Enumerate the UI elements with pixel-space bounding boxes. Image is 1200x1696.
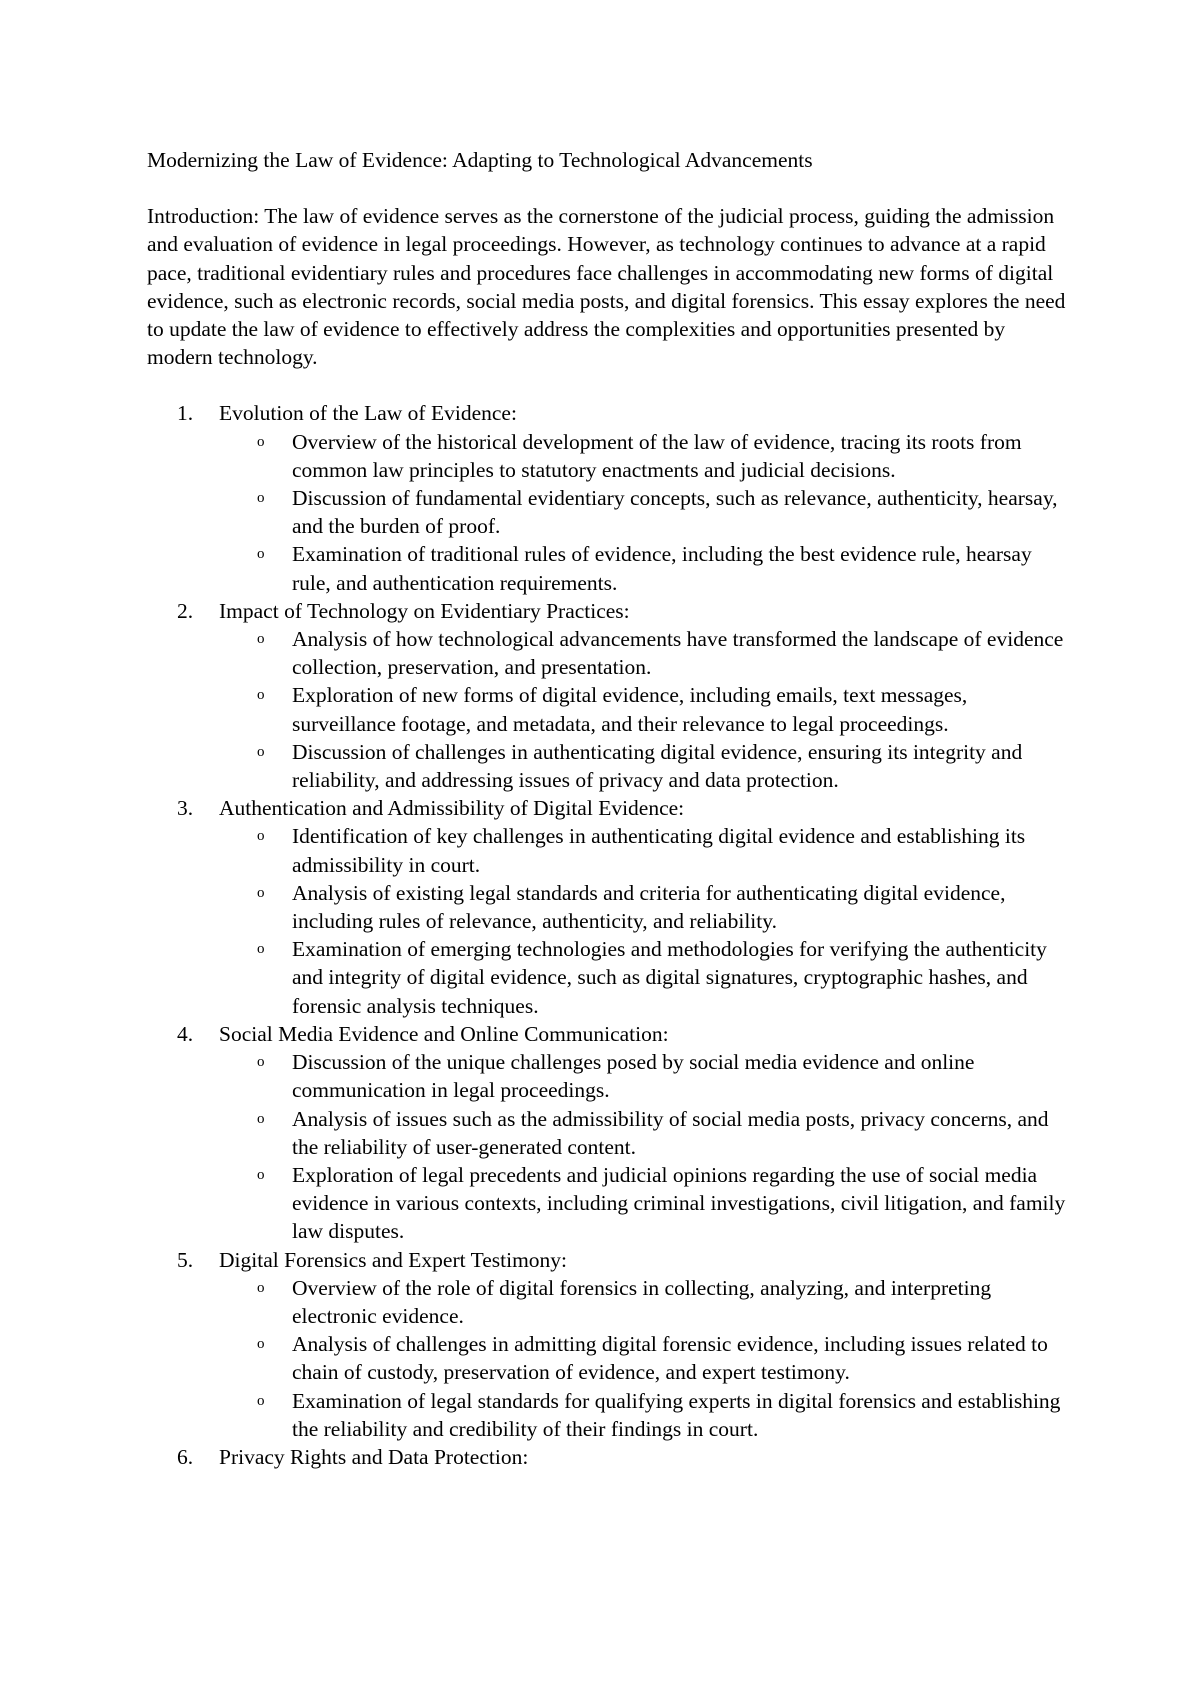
essay-outline bbox=[147, 399, 1072, 1471]
section-number: 4. bbox=[177, 1021, 194, 1046]
bullet-glyph: o bbox=[257, 546, 265, 563]
point-text: Examination of legal standards for qualifying experts in digital forensics and establishing the reliability and credibility of their findings in court. bbox=[292, 1388, 1061, 1441]
outline-point bbox=[219, 1387, 1072, 1443]
bullet-glyph: o bbox=[257, 687, 265, 704]
section-points bbox=[219, 822, 1072, 1019]
section-points bbox=[219, 1274, 1072, 1443]
bullet-glyph: o bbox=[257, 1054, 265, 1071]
bullet-glyph: o bbox=[257, 884, 265, 901]
point-text: Identification of key challenges in authenticating digital evidence and establishing its admissibility in court. bbox=[292, 824, 1026, 877]
point-text: Discussion of challenges in authenticating digital evidence, ensuring its integrity and reliability, and addressing issues of privacy and data protection. bbox=[292, 739, 1023, 793]
point-text: Exploration of new forms of digital evidence, including emails, text messages, surveillance footage, and metadata, and their relevance to legal proceedings. bbox=[292, 683, 968, 736]
bullet-glyph: o bbox=[257, 828, 265, 845]
section-points bbox=[219, 428, 1072, 597]
point-text: Analysis of issues such as the admissibility of social media posts, privacy concerns, and the reliability of user-generated content. bbox=[292, 1106, 1049, 1159]
outline-section bbox=[147, 597, 1072, 794]
outline-point bbox=[219, 1105, 1072, 1161]
outline-section bbox=[147, 1020, 1072, 1246]
outline-point bbox=[219, 625, 1072, 681]
point-text: Discussion of the unique challenges posed by social media evidence and online communication in legal proceedings. bbox=[292, 1050, 975, 1103]
outline-point bbox=[219, 935, 1072, 1020]
bullet-glyph: o bbox=[257, 743, 265, 760]
bullet-glyph: o bbox=[257, 631, 265, 648]
bullet-glyph: o bbox=[257, 1392, 265, 1409]
outline-section bbox=[147, 399, 1072, 596]
section-number: 2. bbox=[177, 598, 194, 623]
point-text: Discussion of fundamental evidentiary concepts, such as relevance, authenticity, hearsay, and the burden of proof. bbox=[292, 486, 1058, 539]
section-heading: Evolution of the Law of Evidence: bbox=[219, 401, 517, 426]
point-text: Exploration of legal precedents and judicial opinions regarding the use of social media evidence in various contexts, including criminal investigations, civil litigation, and family law disputes. bbox=[292, 1162, 1066, 1244]
point-text: Overview of the historical development of the law of evidence, tracing its roots from common law principles to statutory enactments and judicial decisions. bbox=[292, 429, 1022, 482]
outline-point bbox=[219, 540, 1072, 596]
document-body bbox=[147, 146, 1072, 1471]
section-number: 3. bbox=[177, 796, 194, 821]
outline-point bbox=[219, 428, 1072, 484]
outline-point bbox=[219, 738, 1072, 794]
section-number: 1. bbox=[177, 401, 194, 426]
outline-point bbox=[219, 1274, 1072, 1330]
point-text: Examination of emerging technologies and methodologies for verifying the authenticity and integrity of digital evidence, such as digital signatures, cryptographic hashes, and forensic analysis techniques. bbox=[292, 937, 1047, 1018]
point-text: Analysis of how technological advancements have transformed the landscape of evidence collection, preservation, and presentation. bbox=[292, 627, 1064, 680]
outline-point bbox=[219, 681, 1072, 737]
point-text: Analysis of existing legal standards and criteria for authenticating digital evidence, including rules of relevance, authenticity, and reliability. bbox=[292, 880, 1006, 934]
section-number: 6. bbox=[177, 1444, 194, 1469]
outline-point bbox=[219, 879, 1072, 935]
section-heading: Authentication and Admissibility of Digital Evidence: bbox=[219, 796, 685, 821]
section-heading: Impact of Technology on Evidentiary Practices: bbox=[219, 598, 630, 623]
section-heading: Privacy Rights and Data Protection: bbox=[219, 1444, 529, 1469]
bullet-glyph: o bbox=[257, 1336, 265, 1353]
document-title: Modernizing the Law of Evidence: Adapting to Technological Advancements bbox=[147, 148, 813, 172]
outline-point bbox=[219, 1330, 1072, 1386]
outline-section bbox=[147, 794, 1072, 1020]
outline-point bbox=[219, 822, 1072, 878]
section-number: 5. bbox=[177, 1247, 194, 1272]
section-points bbox=[219, 1048, 1072, 1245]
section-heading: Digital Forensics and Expert Testimony: bbox=[219, 1247, 568, 1272]
point-text: Examination of traditional rules of evidence, including the best evidence rule, hearsay rule, and authentication requirements. bbox=[292, 542, 1032, 595]
outline-point bbox=[219, 1048, 1072, 1104]
section-points bbox=[219, 625, 1072, 794]
outline-section bbox=[147, 1246, 1072, 1443]
point-text: Analysis of challenges in admitting digital forensic evidence, including issues related to chain of custody, preservation of evidence, and expert testimony. bbox=[292, 1332, 1048, 1385]
outline-point bbox=[219, 1161, 1072, 1246]
bullet-glyph: o bbox=[257, 1110, 265, 1127]
outline-point bbox=[219, 484, 1072, 540]
bullet-glyph: o bbox=[257, 433, 265, 450]
bullet-glyph: o bbox=[257, 1279, 265, 1296]
section-heading: Social Media Evidence and Online Communication: bbox=[219, 1021, 669, 1046]
introduction-paragraph: Introduction: The law of evidence serves as the cornerstone of the judicial process, guiding the admission and evaluation of evidence in legal proceedings. However, as technology continues to advance at a rapid pace, traditional evidentiary rules and procedures face challenges in accommodating new forms of digital evidence, such as electronic records, social media posts, and digital forensics. This essay explores the need to update the law of evidence to effectively address the complexities and opportunities presented by modern technology. bbox=[147, 204, 1066, 370]
point-text: Overview of the role of digital forensics in collecting, analyzing, and interpreting electronic evidence. bbox=[292, 1275, 992, 1328]
bullet-glyph: o bbox=[257, 941, 265, 958]
bullet-glyph: o bbox=[257, 1166, 265, 1183]
bullet-glyph: o bbox=[257, 490, 265, 507]
outline-section bbox=[147, 1443, 1072, 1471]
